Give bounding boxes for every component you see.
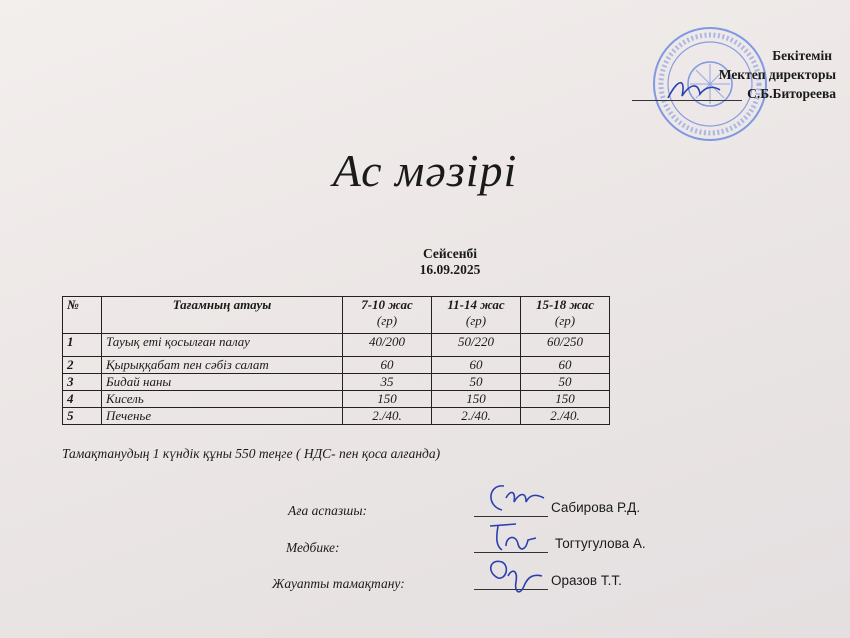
dish-name: Тауық еті қосылған палау bbox=[102, 334, 343, 357]
row-num: 3 bbox=[63, 374, 102, 391]
approval-title: Бекітемін bbox=[772, 48, 832, 63]
responsible-signature bbox=[480, 552, 550, 600]
table-row bbox=[63, 391, 610, 408]
table-row bbox=[63, 334, 610, 357]
approval-position: Мектеп директоры bbox=[718, 67, 836, 82]
director-signature bbox=[664, 76, 724, 106]
header-age-11-14 bbox=[432, 297, 521, 334]
menu-date: 16.09.2025 bbox=[419, 262, 481, 277]
dish-name: Печенье bbox=[102, 408, 343, 425]
row-num: 5 bbox=[63, 408, 102, 425]
portion-7-10: 35 bbox=[343, 374, 432, 391]
signature-name-nurse: Тогтугулова А. bbox=[555, 536, 646, 551]
header-unit: (гр) bbox=[554, 313, 576, 328]
signature-role-nurse: Медбике: bbox=[286, 540, 340, 555]
portion-15-18: 50 bbox=[521, 374, 610, 391]
header-age-7-10 bbox=[343, 297, 432, 334]
approval-block bbox=[719, 46, 836, 103]
portion-11-14: 2./40. bbox=[432, 408, 521, 425]
daily-cost-note: Тамақтанудың 1 күндік құны 550 теңге ( НДС- пен қоса алғанда) bbox=[62, 446, 441, 461]
portion-11-14: 50 bbox=[432, 374, 521, 391]
signature-name-head-cook: Сабирова Р.Д. bbox=[551, 500, 641, 515]
portion-11-14: 50/220 bbox=[432, 334, 521, 357]
day-date-block bbox=[0, 246, 850, 278]
menu-table bbox=[62, 296, 610, 425]
portion-11-14: 60 bbox=[432, 357, 521, 374]
signature-role-head-cook: Аға аспазшы: bbox=[288, 503, 367, 518]
signature-role-responsible: Жауапты тамақтану: bbox=[272, 576, 405, 591]
header-num: № bbox=[63, 297, 102, 334]
head-cook-signature bbox=[482, 478, 552, 518]
nurse-signature bbox=[476, 516, 546, 556]
header-unit: (гр) bbox=[376, 313, 398, 328]
portion-7-10: 60 bbox=[343, 357, 432, 374]
header-age-15-18 bbox=[521, 297, 610, 334]
row-num: 2 bbox=[63, 357, 102, 374]
approval-director-name: С.Б.Битореева bbox=[747, 86, 836, 101]
row-num: 4 bbox=[63, 391, 102, 408]
row-num: 1 bbox=[63, 334, 102, 357]
portion-15-18: 2./40. bbox=[521, 408, 610, 425]
dish-name: Қырыққабат пен сәбіз салат bbox=[102, 357, 343, 374]
day-name: Сейсенбі bbox=[422, 246, 478, 261]
page-title: Ас мәзірі bbox=[332, 145, 518, 196]
header-age-7-10-label: 7-10 жас bbox=[361, 297, 413, 312]
portion-7-10: 2./40. bbox=[343, 408, 432, 425]
dish-name: Бидай наны bbox=[102, 374, 343, 391]
table-row bbox=[63, 357, 610, 374]
header-unit: (гр) bbox=[465, 313, 487, 328]
table-row bbox=[63, 374, 610, 391]
header-dish-name: Тағамның атауы bbox=[102, 297, 343, 334]
portion-11-14: 150 bbox=[432, 391, 521, 408]
portion-7-10: 40/200 bbox=[343, 334, 432, 357]
table-header-row bbox=[63, 297, 610, 334]
header-age-11-14-label: 11-14 жас bbox=[447, 297, 505, 312]
portion-15-18: 60 bbox=[521, 357, 610, 374]
portion-15-18: 150 bbox=[521, 391, 610, 408]
table-row bbox=[63, 408, 610, 425]
signature-name-responsible: Оразов Т.Т. bbox=[551, 573, 622, 588]
portion-7-10: 150 bbox=[343, 391, 432, 408]
portion-15-18: 60/250 bbox=[521, 334, 610, 357]
dish-name: Кисель bbox=[102, 391, 343, 408]
header-age-15-18-label: 15-18 жас bbox=[535, 297, 595, 312]
